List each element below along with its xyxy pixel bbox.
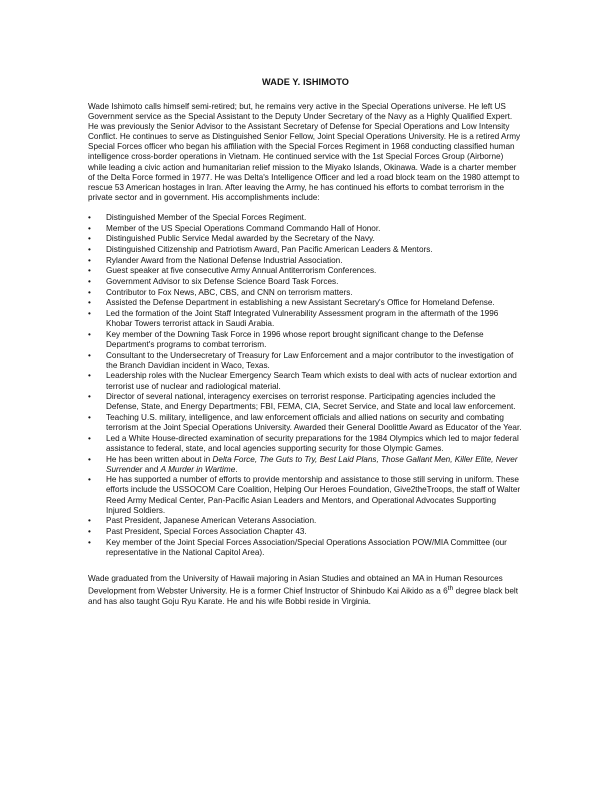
list-item [88, 413, 523, 433]
bullet-icon: • [88, 298, 91, 308]
bullet-icon: • [88, 527, 91, 537]
list-item-written-about [88, 455, 523, 475]
list-item-text: Key member of the Joint Special Forces Association/Special Operations Association POW/MIA Committee (our representative in the National Capitol Area). [106, 537, 507, 557]
bullet-icon: • [88, 212, 91, 222]
bullet-icon: • [88, 277, 91, 287]
list-item [88, 224, 523, 234]
written-about-prefix: He has been written about in [106, 454, 213, 464]
list-item-text: Distinguished Citizenship and Patriotism Award, Pan Pacific American Leaders & Mentors. [106, 245, 433, 254]
list-item [88, 277, 523, 287]
list-item [88, 298, 523, 308]
accomplishments-list [88, 213, 523, 558]
list-item-text: Past President, Special Forces Association Chapter 43. [106, 527, 307, 537]
list-item-text: Rylander Award from the National Defense Industrial Association. [106, 255, 343, 265]
bullet-icon: • [88, 433, 91, 443]
list-item [88, 288, 523, 298]
book-titles: Delta Force, The Guts to Try, Best Laid Plans, Those Gallant Men, Killer Elite, Never Surrender [106, 454, 518, 474]
list-item-text: Director of several national, interagency exercises on terrorist response. Participating agencies included the Defense, State, and Energy Departments; FBI, FEMA, CIA, Secret Service, and State and local law enforcement. [106, 392, 516, 412]
bullet-icon: • [88, 255, 91, 265]
bullet-icon: • [88, 287, 91, 297]
bullet-icon: • [88, 309, 91, 319]
bullet-icon: • [88, 266, 91, 276]
list-item [88, 371, 523, 391]
bullet-icon: • [88, 454, 91, 464]
list-item-text: Member of the US Special Operations Command Commando Hall of Honor. [106, 223, 381, 233]
list-item-text: Guest speaker at five consecutive Army Annual Antiterrorism Conferences. [106, 266, 377, 276]
list-item-text: Leadership roles with the Nuclear Emergency Search Team which exists to deal with acts of nuclear extortion and terrorist use of nuclear and radiological material. [106, 371, 517, 391]
list-item-text: Led the formation of the Joint Staff Integrated Vulnerability Assessment program in the aftermath of the 1996 Khobar Towers terrorist attack in Saudi Arabia. [106, 309, 499, 329]
list-item-text: Teaching U.S. military, intelligence, and law enforcement officials and allied nations on security and combating terrorism at the Joint Special Operations University. Awarded their General Doolittle Award as Educator of the Year. [106, 413, 522, 433]
bullet-icon: • [88, 516, 91, 526]
bullet-icon: • [88, 537, 91, 547]
list-item-text: Key member of the Downing Task Force in 1996 whose report brought significant change to the Defense Department's programs to combat terrorism. [106, 329, 484, 349]
bullet-icon: • [88, 234, 91, 244]
closing-text-part-2: degree black belt and has also taught Goju Ryu Karate. He and his wife Bobbi reside in Virginia. [88, 586, 518, 606]
list-item-text: Distinguished Member of the Special Forces Regiment. [106, 212, 307, 222]
bullet-icon: • [88, 245, 91, 254]
closing-text-part-1: Wade graduated from the University of Hawaii majoring in Asian Studies and obtained an MA in Human Resources Development from Webster University. He is a former Chief Instructor of Shinbudo Kai Aikido as a 6 [88, 573, 503, 596]
bullet-icon: • [88, 223, 91, 233]
intro-paragraph: Wade Ishimoto calls himself semi-retired; but, he remains very active in the Special Operations universe. He left US Government service as the Special Assistant to the Deputy Under Secretary of the Navy as a Highly Qualified Expert. He was previously the Senior Advisor to the Assistant Secretary of Defense for Special Operations and Low Intensity Conflict. He continues to serve as Distinguished Senior Fellow, Joint Special Operations University. He is a retired Army Special Forces officer who began his affiliation with the Special Forces Regiment in 1968 conducting classified human intelligence cross-border operations in Vietnam. He continued service with the 1st Special Forces Group (Airborne) while leading a civic action and humanitarian relief mission to the Miyako Islands, Okinawa. Wade is a charter member of the Delta Force formed in 1977. He was Delta's Intelligence Officer and led a road block team on the 1980 attempt to rescue 53 American hostages in Iran. After leaving the Army, he has continued his efforts to combat terrorism in the private sector and in government. His accomplishments include: [88, 102, 521, 202]
list-item [88, 309, 523, 329]
list-item [88, 234, 523, 244]
list-item-text: Distinguished Public Service Medal awarded by the Secretary of the Navy. [106, 234, 375, 244]
list-item [88, 475, 523, 515]
bullet-icon: • [88, 329, 91, 339]
list-item [88, 538, 523, 558]
list-item-text: Consultant to the Undersecretary of Treasury for Law Enforcement and a major contributor to the investigation of the Branch Davidian incident in Waco, Texas. [106, 350, 514, 370]
list-item-text: Assisted the Defense Department in establishing a new Assistant Secretary's Office for Homeland Defense. [106, 298, 495, 308]
bullet-icon: • [88, 350, 91, 360]
list-item [88, 266, 523, 276]
list-item [88, 351, 523, 371]
ordinal-suffix: th [447, 585, 454, 592]
list-item-text: Government Advisor to six Defense Science Board Task Forces. [106, 277, 339, 287]
list-item-text: Contributor to Fox News, ABC, CBS, and CNN on terrorism matters. [106, 287, 353, 297]
list-item [88, 434, 523, 454]
list-item-text: Led a White House-directed examination of security preparations for the 1984 Olympics which led to major federal assistance to federal, state, and local agencies supporting security for those Olympic Games. [106, 433, 519, 453]
list-item [88, 245, 523, 255]
list-item [88, 527, 523, 537]
list-item [88, 213, 523, 223]
list-item [88, 256, 523, 266]
bullet-icon: • [88, 392, 91, 402]
list-item-text: He has supported a number of efforts to provide mentorship and assistance to those still serving in uniform. These efforts include the USSOCOM Care Coalition, Helping Our Heroes Foundation, Give2theTroops, the staff of Walter Reed Army Medical Center, Pan-Pacific Asian Leaders and Mentors, and Operational Advocates Supporting Injured Soldiers. [106, 475, 521, 515]
list-item [88, 392, 523, 412]
list-item [88, 330, 523, 350]
list-item [88, 516, 523, 526]
book-title-last: A Murder in Wartime [160, 464, 236, 474]
bullet-icon: • [88, 475, 91, 485]
written-about-suffix: . [235, 464, 238, 474]
bullet-icon: • [88, 413, 91, 423]
document-title: WADE Y. ISHIMOTO [261, 77, 350, 87]
list-item-text: Past President, Japanese American Veterans Association. [106, 516, 317, 526]
closing-paragraph [88, 574, 523, 607]
written-about-connector: and [142, 464, 161, 474]
bullet-icon: • [88, 371, 91, 381]
